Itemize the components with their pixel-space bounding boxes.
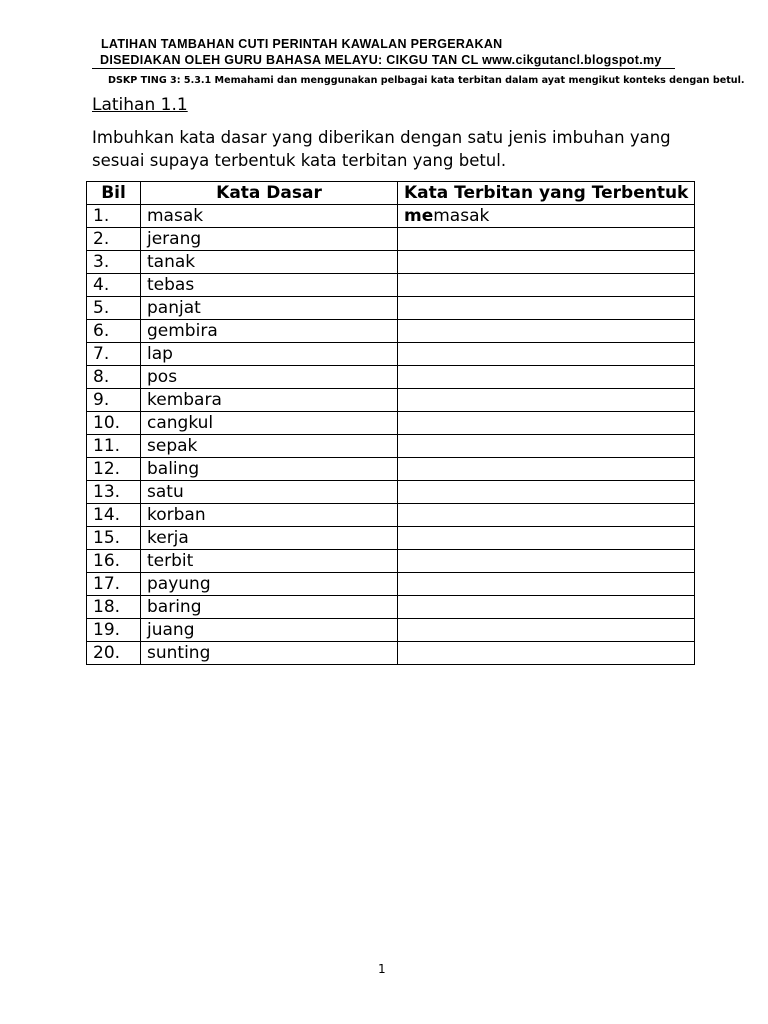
table-row	[87, 366, 695, 389]
row-number: 6.	[87, 320, 141, 343]
kata-dasar-cell: lap	[141, 343, 398, 366]
kata-terbitan-cell[interactable]	[398, 320, 695, 343]
column-header-kata-terbitan: Kata Terbitan yang Terbentuk	[398, 182, 695, 205]
kata-terbitan-cell[interactable]	[398, 228, 695, 251]
kata-dasar-cell: baling	[141, 458, 398, 481]
kata-terbitan-cell[interactable]	[398, 527, 695, 550]
row-number: 3.	[87, 251, 141, 274]
word-table	[86, 181, 695, 665]
kata-terbitan-cell[interactable]	[398, 435, 695, 458]
row-number: 5.	[87, 297, 141, 320]
row-number: 8.	[87, 366, 141, 389]
table-row	[87, 297, 695, 320]
table-row	[87, 343, 695, 366]
kata-dasar-cell: kerja	[141, 527, 398, 550]
kata-dasar-cell: payung	[141, 573, 398, 596]
table-row	[87, 435, 695, 458]
kata-dasar-cell: gembira	[141, 320, 398, 343]
document-header-title: LATIHAN TAMBAHAN CUTI PERINTAH KAWALAN PERGERAKAN	[101, 37, 503, 51]
kata-dasar-cell: juang	[141, 619, 398, 642]
answer-rest: masak	[433, 206, 490, 226]
kata-dasar-cell: jerang	[141, 228, 398, 251]
row-number: 11.	[87, 435, 141, 458]
kata-terbitan-cell[interactable]	[398, 504, 695, 527]
table-row	[87, 251, 695, 274]
kata-terbitan-cell[interactable]	[398, 619, 695, 642]
kata-terbitan-cell[interactable]	[398, 205, 695, 228]
document-header-author: DISEDIAKAN OLEH GURU BAHASA MELAYU: CIKGU TAN CL www.cikgutancl.blogspot.my	[92, 53, 675, 69]
kata-terbitan-cell[interactable]	[398, 596, 695, 619]
row-number: 16.	[87, 550, 141, 573]
kata-dasar-cell: tebas	[141, 274, 398, 297]
exercise-title: Latihan 1.1	[92, 95, 188, 115]
kata-terbitan-cell[interactable]	[398, 366, 695, 389]
kata-terbitan-cell[interactable]	[398, 343, 695, 366]
row-number: 15.	[87, 527, 141, 550]
row-number: 10.	[87, 412, 141, 435]
kata-terbitan-cell[interactable]	[398, 550, 695, 573]
table-row	[87, 596, 695, 619]
kata-dasar-cell: cangkul	[141, 412, 398, 435]
row-number: 2.	[87, 228, 141, 251]
table-row	[87, 550, 695, 573]
row-number: 7.	[87, 343, 141, 366]
table-row	[87, 481, 695, 504]
kata-terbitan-cell[interactable]	[398, 642, 695, 665]
page-number: 1	[378, 962, 386, 976]
table-row	[87, 320, 695, 343]
table-row	[87, 642, 695, 665]
table-header-row	[87, 182, 695, 205]
kata-terbitan-cell[interactable]	[398, 251, 695, 274]
exercise-instruction: Imbuhkan kata dasar yang diberikan dengan satu jenis imbuhan yang sesuai supaya terbentuk kata terbitan yang betul.	[92, 128, 671, 170]
answer-prefix: me	[404, 206, 434, 226]
table-row	[87, 573, 695, 596]
column-header-bil: Bil	[87, 182, 141, 205]
kata-dasar-cell: panjat	[141, 297, 398, 320]
table-row	[87, 504, 695, 527]
kata-dasar-cell: kembara	[141, 389, 398, 412]
kata-dasar-cell: pos	[141, 366, 398, 389]
kata-terbitan-cell[interactable]	[398, 573, 695, 596]
dskp-standard: DSKP TING 3: 5.3.1 Memahami dan menggunakan pelbagai kata terbitan dalam ayat mengikut konteks dengan betul.	[108, 75, 745, 86]
kata-terbitan-cell[interactable]	[398, 481, 695, 504]
row-number: 17.	[87, 573, 141, 596]
table-row	[87, 527, 695, 550]
kata-terbitan-cell[interactable]	[398, 274, 695, 297]
kata-dasar-cell: masak	[141, 205, 398, 228]
kata-dasar-cell: korban	[141, 504, 398, 527]
row-number: 1.	[87, 205, 141, 228]
row-number: 14.	[87, 504, 141, 527]
row-number: 20.	[87, 642, 141, 665]
kata-dasar-cell: sepak	[141, 435, 398, 458]
table-row	[87, 228, 695, 251]
row-number: 18.	[87, 596, 141, 619]
kata-terbitan-cell[interactable]	[398, 297, 695, 320]
kata-dasar-cell: satu	[141, 481, 398, 504]
row-number: 13.	[87, 481, 141, 504]
table-row	[87, 205, 695, 228]
row-number: 4.	[87, 274, 141, 297]
table-row	[87, 389, 695, 412]
kata-dasar-cell: tanak	[141, 251, 398, 274]
table-row	[87, 619, 695, 642]
row-number: 9.	[87, 389, 141, 412]
row-number: 19.	[87, 619, 141, 642]
table-row	[87, 274, 695, 297]
table-row	[87, 458, 695, 481]
column-header-kata-dasar: Kata Dasar	[141, 182, 398, 205]
kata-terbitan-cell[interactable]	[398, 458, 695, 481]
kata-dasar-cell: sunting	[141, 642, 398, 665]
kata-terbitan-cell[interactable]	[398, 389, 695, 412]
table-row	[87, 412, 695, 435]
kata-dasar-cell: terbit	[141, 550, 398, 573]
row-number: 12.	[87, 458, 141, 481]
kata-dasar-cell: baring	[141, 596, 398, 619]
kata-terbitan-cell[interactable]	[398, 412, 695, 435]
